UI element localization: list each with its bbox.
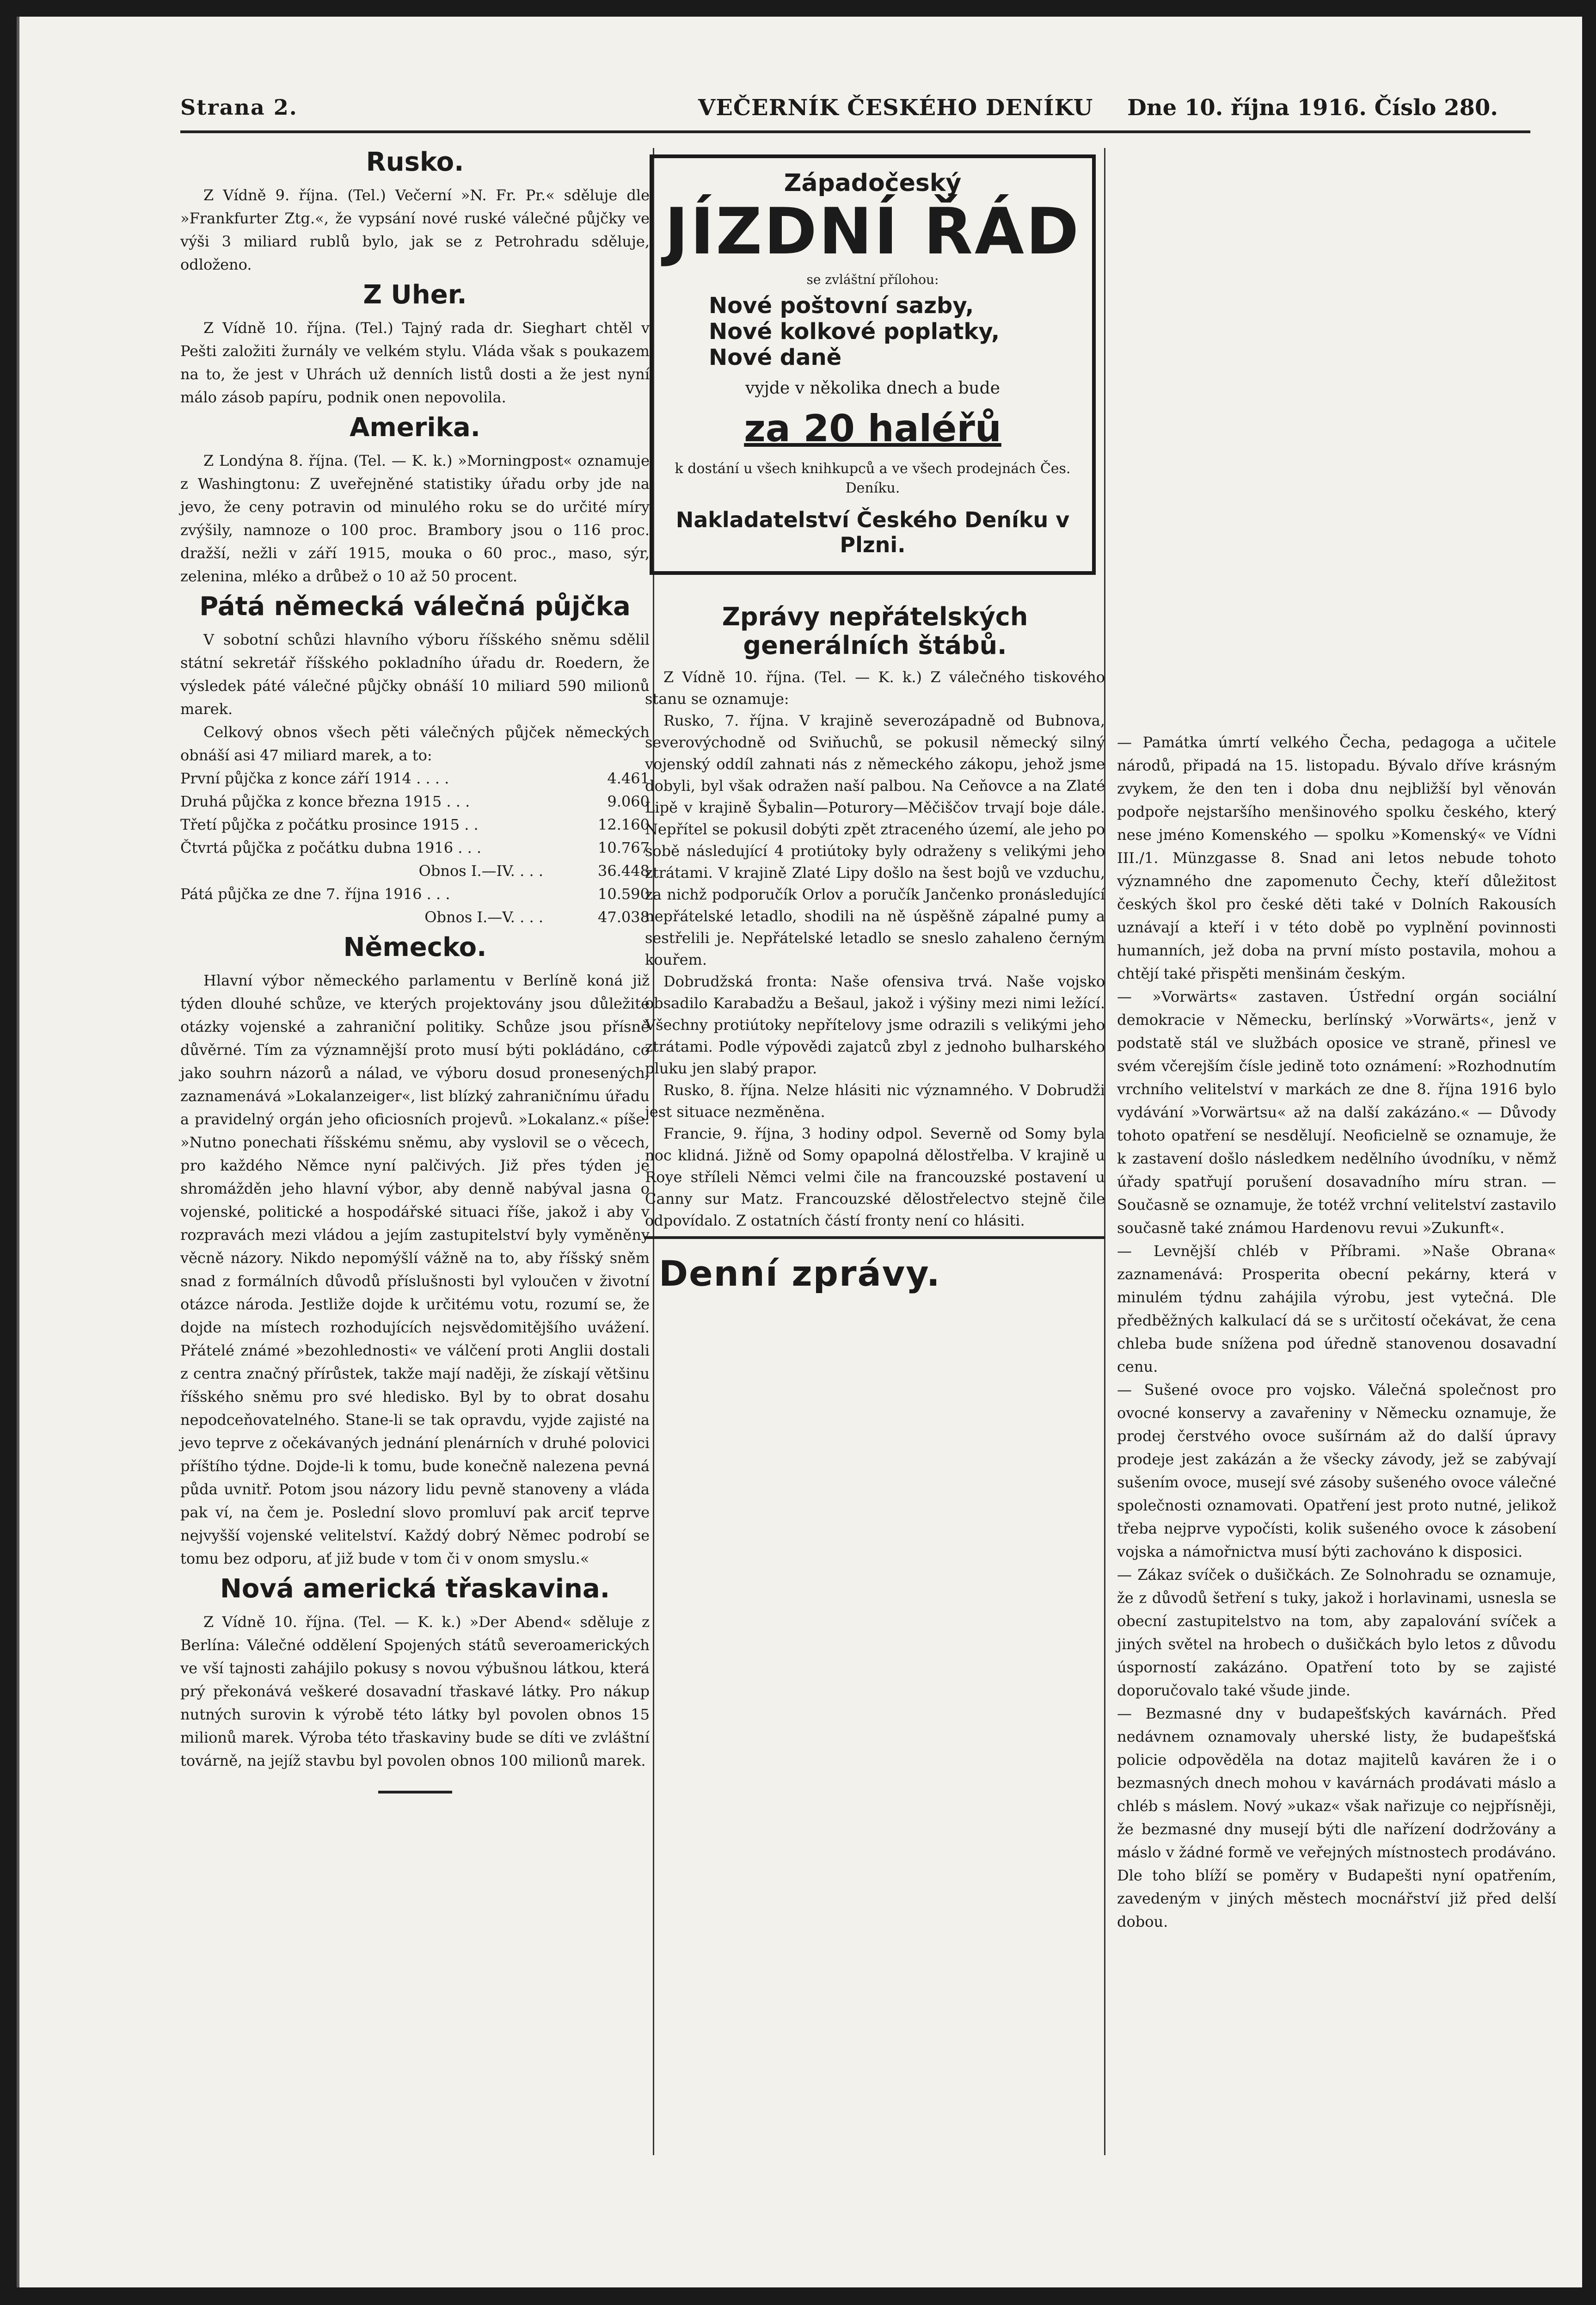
news-item: — »Vorwärts« zastaven. Ústřední orgán sociální demokracie v Německu, berlínský »Vorwärts«, jenž v podstatě stál ve službách oposice ve straně, přinesl ve svém včerejším čísle jedině toto oznámení: »Rozhodnutím vrchního velitelství v markách ze dne 8. října 1916 bylo vydávání »Vorwärtsu« až na další zakázáno.« — Důvody tohoto opatření se nesdělují. Neoficielně se oznamuje, že k zastavení došlo následkem nedělního úvodníku, v němž úřady spatřují porušení dosavadního míru stran. — Současně se oznamuje, že totéž vrchní velitelství zastavilo současně také známou Hardenovu revui »Zukunft«. (1117, 988, 1556, 1237)
date-issue: Dne 10. října 1916. Číslo 280. (1127, 95, 1498, 121)
article-text-zpravy-intro: Z Vídně 10. října. (Tel. — K. k.) Z válečného tiskového stanu se oznamuje: (645, 668, 1105, 708)
news-item: — Památka úmrtí velkého Čecha, pedagoga a učitele národů, připadá na 15. listopadu. Bývalo dříve krásným zvykem, že den ten i doba dnu nejbližší byl věnován podpoře nejstaršího menšinového spolku českého, který nese jméno Komenského — spolku »Komenský« ve Vídni III./1. Münzgasse 8. Snad ani letos nebude tohoto významného dne zapomenuto Čechy, kteří důležitost českých škol pro české děti také v Dolních Rakousích uznávají a kteří i v této době po vyplnění povinnosti humanních, jež doba na první místo postavila, mohou a chtějí také přispěti menšinám českým. (1117, 733, 1556, 982)
article-text-pujcka-2: Celkový obnos všech pěti válečných půjček německých obnáší asi 47 miliard marek, a to: (180, 723, 650, 764)
masthead: VEČERNÍK ČESKÉHO DENÍKU (698, 95, 1093, 121)
article-text-nemecko: Hlavní výbor německého parlamentu v Berlíně koná již týden dlouhé schůze, ve kterých projektovány jsou důležité otázky vojenské a zahraniční politiky. Schůze jsou přísně důvěrné. Tím za významnější proto musí býti pokládáno, co jako souhrn názorů a nálad, ve výboru dosud pronesených, zaznamenává »Lokalanzeiger«, list blízký zahraničnímu úřadu a pravidelný orgán jeho oficiosních projevů. »Lokalanz.« píše: »Nutno ponechati říšskému sněmu, aby vyslovil se o věcech, pro každého Němce nyní palčivých. Již přes týden je shromážděn jeho hlavní výbor, aby denně nabýval jasna o vojenské, politické a hospodářské situaci říše, jakož i aby v rozpravách mezi vládou a jejím zastupitelství byly vyměněny věcně názory. Nikdo nepomýšlí vážně na to, aby říšský sněm snad z formálních důvodů příslušnosti byl vyloučen v životní otázce národa. Jestliže dojde k určitému votu, rozumí se, že dojde na místech rozhodujících nejsvědomitějšího uvážení. Přátelé známé »bezohlednosti« ve válčení proti Anglii dostali z centra značný přírůstek, takže mají naději, že získají většinu říšského sněmu pro své hledisko. Byl by to obrat dosahu nepodceňovatelného. Stane-li se tak opravdu, vyjde zajisté na jevo teprve z očekávaných jednání plenárních v druhé polovici příštího týdne. Dojde-li k tomu, bude konečně nalezena pevná půda uvnitř. Potom jsou názory lidu pevně stanoveny a vláda pak ví, na čem je. Poslední slovo promluví pak arciť teprve nejvyšší vojenské velitelství. Každý dobrý Němec podrobí se tomu bez odporu, ať již bude v tom či v onom smyslu.« (180, 972, 650, 1567)
article-text-traskavina: Z Vídně 10. října. (Tel. — K. k.) »Der Abend« sděluje z Berlína: Válečné oddělení Spojených států severoamerických ve vší tajnosti zahájilo pokusy s novou výbušnou látkou, která prý překonává veškeré dosavadní třaskavé látky. Pro nákup nutných surovin k výrobě této látky byl povolen obnos 15 milionů marek. Výroba této třaskaviny bude se díti ve zvláštní továrně, na jejíž stavbu byl povolen obnos 100 milionů marek. (180, 1613, 650, 1769)
advert-line-1: Západočeský (784, 169, 962, 197)
article-text-dobrudza: Dobrudžská fronta: Naše ofensiva trvá. Naše vojsko obsadilo Karabadžu a Bešaul, jakož i výšiny mezi nimi ležící. Všechny protiútoky nepřítelovy jsme odrazili s velikými jeho ztrátami. Podle výpovědi zajatců zbyl z jednoho bulharského pluku jen slabý prapor. (645, 973, 1105, 1077)
loan-row: Čtvrtá půjčka z počátku dubna 1916 . . . 10.767 (180, 839, 650, 857)
advert-price: za 20 haléřů (744, 407, 1001, 450)
section-title-denni: Denní zprávy. (659, 1253, 941, 1294)
end-rule (378, 1791, 452, 1793)
article-title-rusko: Rusko. (366, 147, 464, 177)
loan-row: První půjčka z konce září 1914 . . . . 4.461 (180, 770, 650, 787)
news-item: — Sušené ovoce pro vojsko. Válečná společnost pro ovocné konservy a zavařeniny v Německu oznamuje, že prodej čerstvého ovoce sušírnám až do další úpravy prodeje jest zakázán a že všecky závody, jež se zabývají sušením ovoce, musejí své zásoby sušeného ovoce válečné společnosti oznamovati. Opatření jest proto nutné, jelikož třeba nejprve vypočísti, kolik sušeného ovoce k zásobení vojska a námořnictva musí býti zachováno k disposici. (1117, 1381, 1556, 1560)
advert-headline: JÍZDNÍ ŘÁD (664, 194, 1081, 269)
advert-line-3: se zvláštní přílohou: (806, 272, 939, 287)
article-title-zpravy: Zprávy nepřátelských generálních štábů. (722, 602, 1028, 660)
article-title-traskavina: Nová americká třaskavina. (220, 1574, 610, 1604)
advert-publisher: Nakladatelství Českého Deníku v Plzni. (675, 507, 1070, 557)
section-rule (645, 1236, 1105, 1239)
column-1 (180, 143, 650, 1793)
article-text-rusko: Z Vídně 9. října. (Tel.) Večerní »N. Fr. Pr.« sděluje dle »Frankfurter Ztg.«, že vypsání nové ruské válečné půjčky ve výši 3 miliard rublů bylo, jak se z Petrohradu sděluje, odloženo. (180, 186, 650, 273)
article-title-amerika: Amerika. (350, 413, 480, 443)
article-title-uher: Z Uher. (363, 280, 467, 310)
column-3 (1104, 731, 1556, 1933)
news-item: — Zákaz svíček o dušičkách. Ze Solnohradu se oznamuje, že z důvodů šetření s tuky, jakož i horlavinami, usnesla se obecní zastupitelstvo na tom, aby zapalování svíček a jiných světel na hrobech o dušičkách bylo letos z důvodu úsporností zakázáno. Opatření toto by se zajisté doporučovalo také všude jinde. (1117, 1566, 1556, 1699)
advert-box (650, 154, 1096, 575)
advert-availability: k dostání u všech knihkupců a ve všech prodejnách Čes. Deníku. (675, 461, 1071, 496)
news-item: — Bezmasné dny v budapešťských kavárnách. Před nedávnem oznamovaly uherské listy, že budapešťská policie odpověděla na dotaz majitelů kaváren že i o bezmasných dnech mohou v kavárnách prodávati máslo a chléb s máslem. Nový »ukaz« však nařizuje co nejpřísněji, že bezmasné dny musejí býti dle nařízení dodržovány a máslo v žádné formě ve veřejných místnostech prodáváno. Dle toho blíží se poměry v Budapešti nyní opatřením, zavedeným v jiných městech mocnářství již před delší dobou. (1117, 1705, 1556, 1930)
loan-row: Třetí půjčka z počátku prosince 1915 . . 12.160 (180, 816, 650, 833)
page-header (180, 95, 1563, 127)
advert-item: Nové kolkové poplatky, (709, 319, 1000, 345)
article-text-amerika: Z Londýna 8. října. (Tel. — K. k.) »Morningpost« oznamuje z Washingtonu: Z uveřejněné statistiky úřadu orby jde na jevo, že ceny potravin od minulého roku se do určité míry zvýšily, namnoze o 100 proc. Brambory jsou o 116 proc. dražší, nežli v září 1915, mouka o 60 proc., maso, sýr, zelenina, mléko a drůbež o 10 až 50 procent. (180, 452, 650, 585)
article-title-nemecko: Německo. (343, 932, 487, 962)
article-text-francie: Francie, 9. října, 3 hodiny odpol. Severně od Somy byla noc klidná. Jižně od Somy opapolná dělostřelba. V krajině u Roye stříleli Němci velmi čile na francouzské postavení u Canny sur Matz. Francouzské dělostřelectvo stejně čile odpovídalo. Z ostatních částí fronty není co hlásiti. (645, 1125, 1105, 1229)
advert-item: Nové poštovní sazby, (709, 293, 974, 319)
article-text-pujcka-1: V sobotní schůzi hlavního výboru říšského sněmu sdělil státní sekretář říšského pokladního úřadu dr. Roedern, že výsledek páté válečné půjčky obnáší 10 miliard 590 milionů marek. (180, 631, 650, 718)
loan-total: Obnos I.—V. . . . 47.038 (424, 908, 650, 926)
column-2 (645, 143, 1105, 1294)
news-item: — Levnější chléb v Příbrami. »Naše Obrana« zaznamenává: Prosperita obecní pekárny, která v minulém týdnu zahájila výrobu, jest vytečná. Dle předběžných kalkulací dá se s určitostí očekávat, že cena chleba bude snížena pod úředně stanovenou dosavadní cenu. (1117, 1242, 1556, 1375)
article-text-rusko8: Rusko, 8. října. Nelze hlásiti nic významného. V Dobrudži jest situace nezměněna. (645, 1081, 1105, 1121)
loan-row-fifth: Pátá půjčka ze dne 7. října 1916 . . . 10.590 (180, 885, 650, 903)
loan-subtotal: Obnos I.—IV. . . . 36.448 (418, 862, 650, 880)
article-text-uher: Z Vídně 10. října. (Tel.) Tajný rada dr. Sieghart chtěl v Pešti založiti žurnály ve velkém stylu. Vláda však s poukazem na to, že jest v Uhrách už denních listů dosti a že jest nyní málo zásob papíru, podnik onen nepovolila. (180, 319, 650, 406)
page-number: Strana 2. (180, 95, 298, 120)
header-rule (180, 130, 1530, 133)
advert-item: Nové daně (709, 345, 842, 370)
loan-row: Druhá půjčka z konce března 1915 . . . 9.060 (180, 793, 650, 810)
advert-line-4: vyjde v několika dnech a bude (745, 379, 1000, 398)
article-text-rusko7: Rusko, 7. října. V krajině severozápadně od Bubnova, severovýchodně od Sviňuchů, se pokusil německý silný vojenský oddíl zahnati nás z německého zákopu, jehož jsme dobyli, byl však odražen naší palbou. Na Ceňovce a na Zlaté Lipě v krajině Šybalin—Poturory—Měčiščov trvají boje dále. Nepřítel se pokusil dobýti zpět ztraceného území, ale jeho po sobě následující 4 protiútoky byly odraženy s velikými jeho ztrátami. V krajině Zlaté Lipy došlo na šest bojů ve vzduchu, za nichž podporučík Orlov a poručík Jančenko pronásledující nepřátelské letadlo, shodili na ně úspěšně zápalné pumy a sestřelili je. Nepřátelské letadlo se sneslo zahaleno černým kouřem. (645, 712, 1105, 968)
article-title-pujcka: Pátá německá válečná půjčka (199, 592, 631, 622)
